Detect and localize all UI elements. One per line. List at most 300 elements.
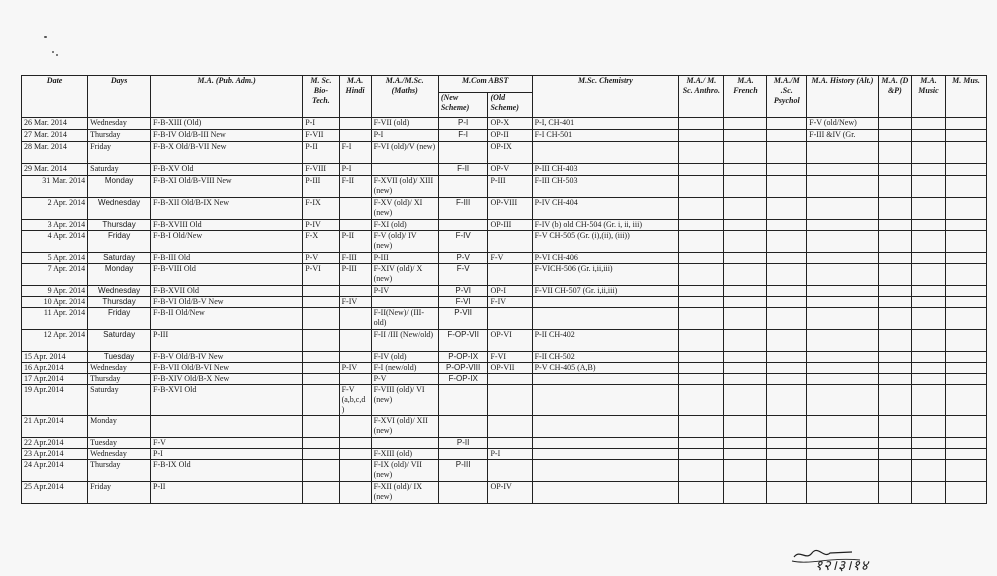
- cell-m-mus: [946, 176, 987, 198]
- cell-ma-hindi: F-V (a,b,c,d ): [339, 385, 371, 416]
- cell-ma-french: [724, 449, 767, 460]
- cell-msc-biotech: [303, 363, 339, 374]
- cell-ma-french: [724, 416, 767, 438]
- cell-ma-pub-adm: P-I: [151, 449, 303, 460]
- cell-msc-biotech: F-X: [303, 231, 339, 253]
- cell-ma-history: [807, 220, 879, 231]
- cell-mcom-new: [438, 142, 488, 164]
- cell-ma-french: [724, 482, 767, 504]
- cell-date: 5 Apr. 2014: [22, 253, 88, 264]
- col-header-mcom-abst: M.Com ABST: [438, 76, 532, 93]
- col-header-mcom-old-scheme: (Old Scheme): [488, 93, 532, 118]
- cell-date: 16 Apr.2014: [22, 363, 88, 374]
- cell-ma-dp: [878, 297, 911, 308]
- cell-m-mus: [946, 130, 987, 142]
- table-row: [22, 220, 987, 231]
- cell-ma-maths: F-XII (old)/ IX (new): [371, 482, 438, 504]
- cell-ma-maths: F-XV (old)/ XI (new): [371, 198, 438, 220]
- cell-ma-maths: F-XIV (old)/ X (new): [371, 264, 438, 286]
- cell-ma-music: [911, 374, 945, 385]
- cell-ma-french: [724, 130, 767, 142]
- cell-ma-anthro: [679, 308, 724, 330]
- cell-msc-biotech: [303, 374, 339, 385]
- cell-ma-psychol: [767, 374, 807, 385]
- table-row: [22, 176, 987, 198]
- cell-mcom-new: P-II: [438, 438, 488, 449]
- cell-ma-maths: F-V (old)/ IV (new): [371, 231, 438, 253]
- cell-ma-music: [911, 253, 945, 264]
- cell-ma-psychol: [767, 286, 807, 297]
- cell-ma-history: [807, 286, 879, 297]
- cell-msc-chemistry: F-IV (b) old CH-504 (Gr. i, ii, iii): [532, 220, 679, 231]
- cell-date: 29 Mar. 2014: [22, 164, 88, 176]
- cell-ma-dp: [878, 308, 911, 330]
- cell-day: Wednesday: [88, 449, 151, 460]
- cell-ma-french: [724, 253, 767, 264]
- cell-mcom-new: [438, 449, 488, 460]
- cell-m-mus: [946, 286, 987, 297]
- cell-ma-french: [724, 264, 767, 286]
- cell-msc-biotech: P-III: [303, 176, 339, 198]
- cell-ma-anthro: [679, 482, 724, 504]
- cell-ma-pub-adm: P-III: [151, 330, 303, 352]
- cell-ma-anthro: [679, 363, 724, 374]
- cell-ma-anthro: [679, 264, 724, 286]
- cell-ma-pub-adm: P-II: [151, 482, 303, 504]
- cell-ma-psychol: [767, 198, 807, 220]
- cell-ma-history: [807, 438, 879, 449]
- cell-ma-pub-adm: F-B-XI Old/B-VIII New: [151, 176, 303, 198]
- cell-ma-music: [911, 130, 945, 142]
- cell-ma-dp: [878, 286, 911, 297]
- cell-m-mus: [946, 482, 987, 504]
- cell-mcom-new: F-III: [438, 198, 488, 220]
- cell-day: Wednesday: [88, 286, 151, 297]
- cell-mcom-new: F-IV: [438, 231, 488, 253]
- cell-msc-chemistry: F-VII CH-507 (Gr. i,ii,iii): [532, 286, 679, 297]
- cell-ma-pub-adm: F-B-XVI Old: [151, 385, 303, 416]
- cell-ma-french: [724, 176, 767, 198]
- cell-mcom-new: P-V: [438, 253, 488, 264]
- cell-m-mus: [946, 374, 987, 385]
- table-row: [22, 142, 987, 164]
- cell-ma-music: [911, 460, 945, 482]
- cell-ma-pub-adm: F-B-XII Old/B-IX New: [151, 198, 303, 220]
- cell-msc-chemistry: F-III CH-503: [532, 176, 679, 198]
- cell-msc-chemistry: [532, 416, 679, 438]
- cell-msc-biotech: [303, 438, 339, 449]
- cell-ma-history: [807, 231, 879, 253]
- cell-mcom-old: OP-VII: [488, 363, 532, 374]
- cell-ma-anthro: [679, 330, 724, 352]
- cell-ma-psychol: [767, 460, 807, 482]
- cell-ma-pub-adm: F-B-XIII (Old): [151, 118, 303, 130]
- cell-ma-anthro: [679, 231, 724, 253]
- cell-mcom-new: [438, 176, 488, 198]
- cell-msc-chemistry: F-VICH-506 (Gr. i,ii,iii): [532, 264, 679, 286]
- scan-speck: [44, 36, 47, 38]
- cell-ma-maths: F-XVII (old)/ XIII (new): [371, 176, 438, 198]
- cell-ma-music: [911, 385, 945, 416]
- cell-m-mus: [946, 198, 987, 220]
- cell-ma-music: [911, 308, 945, 330]
- cell-ma-anthro: [679, 253, 724, 264]
- cell-msc-biotech: [303, 416, 339, 438]
- cell-ma-maths: P-IV: [371, 286, 438, 297]
- cell-ma-psychol: [767, 308, 807, 330]
- cell-ma-history: [807, 176, 879, 198]
- cell-ma-music: [911, 198, 945, 220]
- cell-ma-history: [807, 164, 879, 176]
- cell-ma-hindi: [339, 374, 371, 385]
- cell-ma-french: [724, 297, 767, 308]
- cell-ma-pub-adm: F-B-II Old/New: [151, 308, 303, 330]
- cell-mcom-new: [438, 482, 488, 504]
- cell-mcom-old: [488, 438, 532, 449]
- cell-ma-pub-adm: F-B-VIII Old: [151, 264, 303, 286]
- cell-day: Friday: [88, 231, 151, 253]
- col-header-days: Days: [88, 76, 151, 118]
- cell-ma-dp: [878, 374, 911, 385]
- cell-mcom-new: F-I: [438, 130, 488, 142]
- cell-ma-dp: [878, 460, 911, 482]
- table-row: [22, 385, 987, 416]
- cell-ma-maths: F-XIII (old): [371, 449, 438, 460]
- cell-date: 21 Apr.2014: [22, 416, 88, 438]
- cell-date: 24 Apr.2014: [22, 460, 88, 482]
- cell-msc-biotech: P-II: [303, 142, 339, 164]
- cell-date: 19 Apr.2014: [22, 385, 88, 416]
- cell-day: Friday: [88, 142, 151, 164]
- cell-ma-anthro: [679, 198, 724, 220]
- cell-date: 22 Apr.2014: [22, 438, 88, 449]
- cell-ma-french: [724, 142, 767, 164]
- table-row: [22, 330, 987, 352]
- cell-ma-psychol: [767, 142, 807, 164]
- cell-m-mus: [946, 363, 987, 374]
- cell-m-mus: [946, 385, 987, 416]
- cell-date: 26 Mar. 2014: [22, 118, 88, 130]
- cell-msc-biotech: [303, 308, 339, 330]
- cell-ma-maths: F-I (new/old): [371, 363, 438, 374]
- table-row: [22, 363, 987, 374]
- cell-ma-music: [911, 176, 945, 198]
- signature-date: १२।३।१४: [815, 559, 870, 574]
- cell-m-mus: [946, 231, 987, 253]
- cell-ma-hindi: P-IV: [339, 363, 371, 374]
- cell-ma-history: [807, 264, 879, 286]
- cell-mcom-old: OP-III: [488, 220, 532, 231]
- cell-day: Monday: [88, 264, 151, 286]
- col-header-ma-music: M.A. Music: [911, 76, 945, 118]
- cell-day: Thursday: [88, 460, 151, 482]
- cell-ma-maths: F-IX (old)/ VII (new): [371, 460, 438, 482]
- cell-ma-hindi: P-I: [339, 164, 371, 176]
- cell-msc-chemistry: P-II CH-402: [532, 330, 679, 352]
- cell-m-mus: [946, 118, 987, 130]
- cell-ma-pub-adm: F-B-XIV Old/B-X New: [151, 374, 303, 385]
- cell-day: Wednesday: [88, 363, 151, 374]
- cell-ma-maths: [371, 164, 438, 176]
- cell-msc-chemistry: [532, 482, 679, 504]
- cell-mcom-new: P-I: [438, 118, 488, 130]
- cell-ma-psychol: [767, 220, 807, 231]
- cell-day: Wednesday: [88, 198, 151, 220]
- cell-ma-french: [724, 286, 767, 297]
- cell-ma-hindi: [339, 286, 371, 297]
- col-header-ma-hindi: M.A. Hindi: [339, 76, 371, 118]
- cell-ma-hindi: [339, 352, 371, 363]
- cell-ma-history: [807, 385, 879, 416]
- cell-ma-hindi: [339, 308, 371, 330]
- cell-ma-maths: F-II /III (New/old): [371, 330, 438, 352]
- col-header-ma-psychol: M.A./M .Sc. Psychol: [767, 76, 807, 118]
- cell-mcom-new: F-V: [438, 264, 488, 286]
- cell-msc-biotech: [303, 460, 339, 482]
- cell-ma-psychol: [767, 482, 807, 504]
- cell-mcom-old: OP-VIII: [488, 198, 532, 220]
- cell-ma-dp: [878, 164, 911, 176]
- cell-ma-dp: [878, 416, 911, 438]
- cell-msc-biotech: [303, 297, 339, 308]
- cell-ma-history: [807, 460, 879, 482]
- cell-mcom-old: [488, 231, 532, 253]
- cell-day: Friday: [88, 308, 151, 330]
- cell-ma-anthro: [679, 142, 724, 164]
- cell-ma-maths: F-VII (old): [371, 118, 438, 130]
- cell-msc-chemistry: P-I, CH-401: [532, 118, 679, 130]
- table-row: [22, 231, 987, 253]
- cell-date: 28 Mar. 2014: [22, 142, 88, 164]
- cell-ma-anthro: [679, 164, 724, 176]
- cell-msc-chemistry: [532, 297, 679, 308]
- cell-date: 31 Mar. 2014: [22, 176, 88, 198]
- cell-ma-dp: [878, 449, 911, 460]
- cell-msc-biotech: [303, 330, 339, 352]
- cell-ma-anthro: [679, 385, 724, 416]
- cell-mcom-new: [438, 385, 488, 416]
- cell-day: Saturday: [88, 330, 151, 352]
- cell-ma-hindi: [339, 198, 371, 220]
- cell-ma-dp: [878, 220, 911, 231]
- cell-m-mus: [946, 297, 987, 308]
- cell-ma-anthro: [679, 374, 724, 385]
- cell-ma-history: [807, 253, 879, 264]
- table-row: [22, 286, 987, 297]
- cell-msc-chemistry: P-V CH-405 (A,B): [532, 363, 679, 374]
- table-row: [22, 352, 987, 363]
- cell-mcom-new: [438, 416, 488, 438]
- cell-ma-psychol: [767, 330, 807, 352]
- cell-msc-chemistry: [532, 449, 679, 460]
- cell-ma-pub-adm: F-B-XVIII Old: [151, 220, 303, 231]
- cell-ma-history: [807, 142, 879, 164]
- cell-date: 23 Apr.2014: [22, 449, 88, 460]
- cell-ma-music: [911, 142, 945, 164]
- cell-ma-music: [911, 164, 945, 176]
- table-row: [22, 118, 987, 130]
- cell-ma-french: [724, 164, 767, 176]
- cell-mcom-old: P-I: [488, 449, 532, 460]
- cell-ma-dp: [878, 438, 911, 449]
- cell-msc-biotech: F-IX: [303, 198, 339, 220]
- cell-date: 3 Apr. 2014: [22, 220, 88, 231]
- cell-day: Saturday: [88, 164, 151, 176]
- cell-ma-psychol: [767, 264, 807, 286]
- cell-mcom-old: [488, 416, 532, 438]
- cell-ma-dp: [878, 352, 911, 363]
- cell-mcom-old: [488, 308, 532, 330]
- cell-ma-psychol: [767, 176, 807, 198]
- cell-m-mus: [946, 330, 987, 352]
- cell-ma-french: [724, 438, 767, 449]
- cell-m-mus: [946, 220, 987, 231]
- cell-mcom-old: [488, 264, 532, 286]
- col-header-msc-chemistry: M.Sc. Chemistry: [532, 76, 679, 118]
- cell-ma-music: [911, 330, 945, 352]
- cell-day: Thursday: [88, 297, 151, 308]
- cell-ma-dp: [878, 118, 911, 130]
- cell-day: Monday: [88, 416, 151, 438]
- cell-date: 17 Apr.2014: [22, 374, 88, 385]
- cell-ma-hindi: F-III: [339, 253, 371, 264]
- cell-mcom-new: P-III: [438, 460, 488, 482]
- cell-ma-music: [911, 264, 945, 286]
- cell-ma-pub-adm: F-B-VI Old/B-V New: [151, 297, 303, 308]
- table-row: [22, 308, 987, 330]
- cell-ma-history: [807, 449, 879, 460]
- col-header-m-mus: M. Mus.: [946, 76, 987, 118]
- cell-ma-anthro: [679, 352, 724, 363]
- cell-ma-french: [724, 363, 767, 374]
- cell-msc-chemistry: P-IV CH-404: [532, 198, 679, 220]
- cell-ma-maths: F-XI (old): [371, 220, 438, 231]
- cell-date: 15 Apr. 2014: [22, 352, 88, 363]
- cell-msc-biotech: [303, 385, 339, 416]
- cell-ma-french: [724, 118, 767, 130]
- cell-ma-french: [724, 385, 767, 416]
- cell-ma-french: [724, 330, 767, 352]
- cell-ma-dp: [878, 264, 911, 286]
- cell-m-mus: [946, 449, 987, 460]
- cell-msc-biotech: [303, 449, 339, 460]
- cell-ma-maths: F-VI (old)/V (new): [371, 142, 438, 164]
- col-header-mcom-new-scheme: (New Scheme): [438, 93, 488, 118]
- cell-ma-psychol: [767, 438, 807, 449]
- cell-ma-pub-adm: F-B-V Old/B-IV New: [151, 352, 303, 363]
- cell-ma-french: [724, 374, 767, 385]
- col-header-ma-french: M.A. French: [724, 76, 767, 118]
- cell-msc-chemistry: [532, 385, 679, 416]
- cell-ma-dp: [878, 330, 911, 352]
- cell-ma-hindi: [339, 438, 371, 449]
- cell-ma-history: F-III &IV (Gr.: [807, 130, 879, 142]
- col-header-ma-anthro: M.A./ M. Sc. Anthro.: [679, 76, 724, 118]
- cell-ma-history: [807, 330, 879, 352]
- cell-ma-history: [807, 198, 879, 220]
- cell-ma-french: [724, 198, 767, 220]
- table-row: [22, 416, 987, 438]
- cell-m-mus: [946, 416, 987, 438]
- cell-msc-biotech: F-VIII: [303, 164, 339, 176]
- cell-ma-pub-adm: F-B-IV Old/B-III New: [151, 130, 303, 142]
- cell-mcom-new: F-OP-IX: [438, 374, 488, 385]
- cell-mcom-old: OP-V: [488, 164, 532, 176]
- cell-date: 9 Apr. 2014: [22, 286, 88, 297]
- cell-ma-dp: [878, 198, 911, 220]
- cell-msc-chemistry: [532, 438, 679, 449]
- cell-ma-anthro: [679, 438, 724, 449]
- cell-ma-french: [724, 460, 767, 482]
- table-row: [22, 438, 987, 449]
- cell-ma-maths: [371, 297, 438, 308]
- cell-ma-dp: [878, 253, 911, 264]
- cell-ma-maths: F-XVI (old)/ XII (new): [371, 416, 438, 438]
- cell-day: Thursday: [88, 220, 151, 231]
- cell-ma-music: [911, 363, 945, 374]
- cell-ma-maths: P-III: [371, 253, 438, 264]
- cell-msc-chemistry: [532, 142, 679, 164]
- cell-msc-chemistry: [532, 308, 679, 330]
- cell-ma-hindi: [339, 482, 371, 504]
- cell-ma-anthro: [679, 416, 724, 438]
- cell-ma-hindi: F-II: [339, 176, 371, 198]
- cell-ma-music: [911, 416, 945, 438]
- cell-ma-pub-adm: [151, 416, 303, 438]
- cell-ma-hindi: [339, 130, 371, 142]
- cell-ma-maths: [371, 438, 438, 449]
- cell-date: 7 Apr. 2014: [22, 264, 88, 286]
- cell-mcom-new: F-II: [438, 164, 488, 176]
- cell-msc-biotech: P-IV: [303, 220, 339, 231]
- cell-ma-anthro: [679, 460, 724, 482]
- cell-ma-dp: [878, 385, 911, 416]
- cell-ma-hindi: P-II: [339, 231, 371, 253]
- cell-mcom-new: F-VI: [438, 297, 488, 308]
- cell-ma-hindi: F-I: [339, 142, 371, 164]
- cell-ma-hindi: [339, 449, 371, 460]
- cell-ma-maths: P-V: [371, 374, 438, 385]
- cell-ma-dp: [878, 142, 911, 164]
- cell-ma-hindi: [339, 460, 371, 482]
- cell-ma-music: [911, 352, 945, 363]
- col-header-msc-biotech: M. Sc. Bio- Tech.: [303, 76, 339, 118]
- table-row: [22, 297, 987, 308]
- scan-speck: [56, 54, 58, 56]
- table-row: [22, 460, 987, 482]
- table-row: [22, 198, 987, 220]
- cell-mcom-new: [438, 220, 488, 231]
- cell-ma-history: [807, 352, 879, 363]
- cell-msc-chemistry: P-VI CH-406: [532, 253, 679, 264]
- cell-mcom-new: P-OP-VIII: [438, 363, 488, 374]
- cell-msc-chemistry: F-I CH-501: [532, 130, 679, 142]
- cell-ma-pub-adm: F-V: [151, 438, 303, 449]
- cell-ma-anthro: [679, 130, 724, 142]
- cell-ma-pub-adm: F-B-I Old/New: [151, 231, 303, 253]
- cell-ma-maths: F-II(New)/ (III- old): [371, 308, 438, 330]
- cell-ma-hindi: F-IV: [339, 297, 371, 308]
- cell-ma-psychol: [767, 297, 807, 308]
- cell-ma-history: [807, 482, 879, 504]
- cell-mcom-old: F-V: [488, 253, 532, 264]
- cell-ma-pub-adm: F-B-X Old/B-VII New: [151, 142, 303, 164]
- table-row: [22, 449, 987, 460]
- cell-day: Saturday: [88, 253, 151, 264]
- cell-m-mus: [946, 264, 987, 286]
- cell-mcom-old: OP-I: [488, 286, 532, 297]
- cell-ma-hindi: [339, 416, 371, 438]
